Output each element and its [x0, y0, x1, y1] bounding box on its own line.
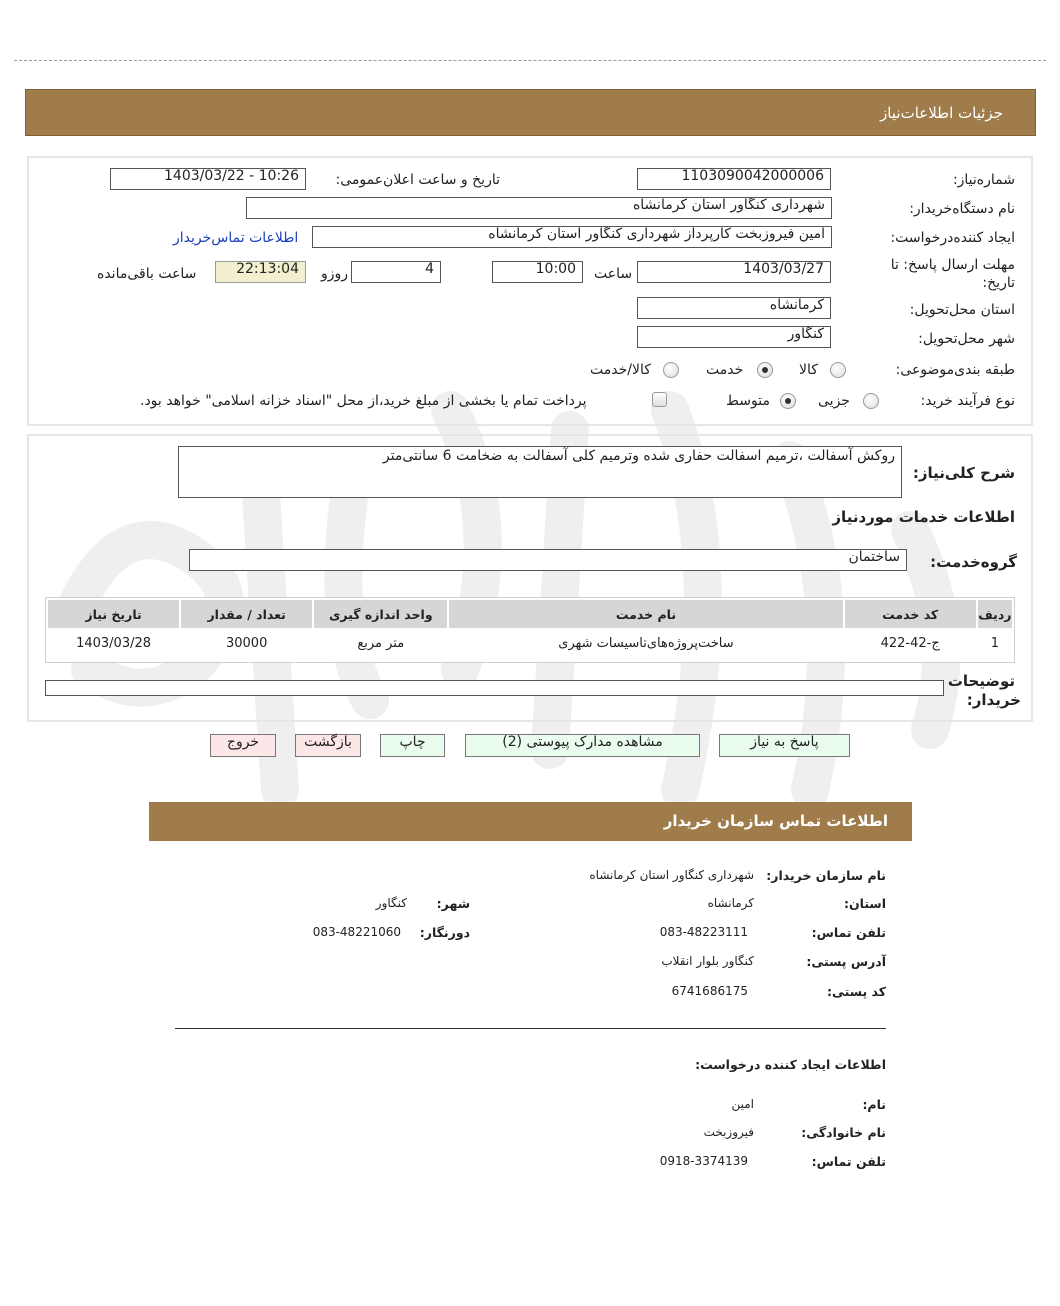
cell-quantity: 30000 — [225, 635, 268, 651]
back-button[interactable]: بازگشت — [295, 734, 361, 757]
need-number-label: شماره‌نیاز: — [952, 172, 1015, 188]
remaining-label: ساعت باقی‌مانده — [97, 266, 197, 282]
category-goods-label: کالا — [799, 362, 818, 378]
process-medium-label: متوسط — [726, 393, 770, 409]
buyer-org-field: شهرداری کنگاور استان کرمانشاه — [246, 197, 832, 219]
col-header-row-number: ردیف — [978, 600, 1012, 628]
time-label: ساعت — [594, 266, 633, 282]
col-header-unit: واحد اندازه گیری — [314, 600, 447, 628]
contact-org-label: نام سازمان خریدار: — [766, 868, 886, 883]
creator-family-value: فیروزبخت — [703, 1125, 754, 1139]
deadline-date-label: تاریخ: — [982, 275, 1015, 291]
contact-fax-value: 083-48221060 — [312, 925, 401, 939]
buyer-notes-label-2: خریدار: — [966, 691, 1021, 709]
table-header-row — [48, 600, 1012, 628]
service-group-label: گروه‌خدمت: — [930, 553, 1017, 571]
treasury-payment-note: پرداخت تمام یا بخشی از مبلغ خرید،از محل "اسناد خزانه اسلامی" خواهد بود. — [140, 393, 587, 409]
days-field: 4 — [351, 261, 441, 283]
buyer-contact-title: اطلاعات تماس سازمان خریدار — [663, 812, 888, 830]
contact-address-label: آدرس پستی: — [806, 954, 886, 969]
deadline-label: مهلت ارسال پاسخ: تا — [890, 257, 1015, 273]
contact-divider — [175, 1028, 886, 1029]
cell-service-name: ساخت‌پروژه‌های‌تاسیسات شهری — [558, 635, 734, 651]
page-header-bar — [25, 89, 1036, 136]
print-button[interactable]: چاپ — [380, 734, 445, 757]
days-label: روزو — [321, 266, 349, 282]
reply-to-need-button[interactable]: پاسخ به نیاز — [719, 734, 850, 757]
process-label: نوع فرآیند خرید: — [920, 393, 1015, 409]
col-header-quantity: تعداد / مقدار — [181, 600, 312, 628]
contact-org-value: شهرداری کنگاور استان کرمانشاه — [589, 868, 754, 882]
cell-need-date: 1403/03/28 — [76, 635, 152, 651]
cell-service-code: ج-42-422 — [880, 635, 940, 651]
creator-name-value: امین — [731, 1097, 754, 1111]
contact-phone-label: تلفن تماس: — [811, 925, 886, 940]
category-service-radio[interactable] — [757, 362, 773, 378]
exit-button[interactable]: خروج — [210, 734, 276, 757]
city-label: شهر محل‌تحویل: — [918, 331, 1015, 347]
contact-province-value: کرمانشاه — [707, 896, 754, 910]
contact-city-value: کنگاور — [375, 896, 407, 910]
creator-name-label: نام: — [862, 1097, 886, 1112]
page-title: جزئیات اطلاعات‌نیاز — [880, 104, 1003, 122]
contact-fax-label: دورنگار: — [419, 925, 470, 940]
treasury-payment-checkbox[interactable] — [652, 392, 667, 407]
col-header-service-code: کد خدمت — [845, 600, 976, 628]
creator-family-label: نام خانوادگی: — [801, 1125, 886, 1140]
contact-address-value: کنگاور بلوار انقلاب — [661, 954, 754, 968]
service-group-field: ساختمان — [189, 549, 907, 571]
contact-province-label: استان: — [843, 896, 886, 911]
creator-field: امین فیروزبخت کارپرداز شهرداری کنگاور استان کرمانشاه — [312, 226, 832, 248]
process-medium-radio[interactable] — [780, 393, 796, 409]
city-field: کنگاور — [637, 326, 831, 348]
contact-postal-value: 6741686175 — [671, 984, 748, 998]
buyer-org-label: نام دستگاه‌خریدار: — [909, 201, 1015, 217]
announce-label: تاریخ و ساعت اعلان‌عمومی: — [335, 172, 500, 188]
top-dashed-separator — [14, 60, 1046, 61]
table-row — [48, 630, 1012, 656]
buyer-contact-header — [149, 802, 912, 841]
process-minor-radio[interactable] — [863, 393, 879, 409]
cell-unit: متر مربع — [357, 635, 405, 651]
category-service-label: خدمت — [706, 362, 744, 378]
summary-field: روکش آسفالت ،ترمیم اسفالت حفاری شده وترمیم کلی آسفالت به ضخامت 6 سانتی‌متر — [178, 446, 902, 498]
buyer-contact-link[interactable]: اطلاعات تماس‌خریدار — [173, 230, 299, 246]
category-goods-radio[interactable] — [830, 362, 846, 378]
contact-postal-label: کد پستی: — [826, 984, 886, 999]
remaining-time-field: 22:13:04 — [215, 261, 306, 283]
cell-row-number: 1 — [990, 635, 999, 651]
contact-city-label: شهر: — [436, 896, 470, 911]
deadline-time-field: 10:00 — [492, 261, 583, 283]
creator-label: ایجاد کننده‌درخواست: — [890, 230, 1015, 246]
deadline-date-field: 1403/03/27 — [637, 261, 831, 283]
need-number-field: 1103090042000006 — [637, 168, 831, 190]
contact-phone-value: 083-48223111 — [659, 925, 748, 939]
creator-info-title: اطلاعات ایجاد کننده درخواست: — [695, 1057, 886, 1072]
view-attachments-button[interactable]: مشاهده مدارک پیوستی (2) — [465, 734, 700, 757]
services-table — [46, 598, 1014, 658]
province-label: استان محل‌تحویل: — [909, 302, 1015, 318]
creator-phone-label: تلفن تماس: — [811, 1154, 886, 1169]
category-label: طبقه بندی‌موضوعی: — [895, 362, 1015, 378]
col-header-service-name: نام خدمت — [449, 600, 842, 628]
buyer-notes-field — [45, 680, 944, 696]
col-header-need-date: تاریخ نیاز — [48, 600, 179, 628]
creator-phone-value: 0918-3374139 — [659, 1154, 748, 1168]
process-minor-label: جزیی — [818, 393, 850, 409]
services-heading: اطلاعات خدمات موردنیاز — [832, 508, 1015, 526]
summary-label: شرح کلی‌نیاز: — [912, 464, 1015, 482]
province-field: کرمانشاه — [637, 297, 831, 319]
category-goods-service-label: کالا/خدمت — [590, 362, 651, 378]
announce-datetime-field: 1403/03/22 - 10:26 — [110, 168, 306, 190]
buyer-notes-label: توضیحات — [947, 672, 1015, 690]
category-goods-service-radio[interactable] — [663, 362, 679, 378]
